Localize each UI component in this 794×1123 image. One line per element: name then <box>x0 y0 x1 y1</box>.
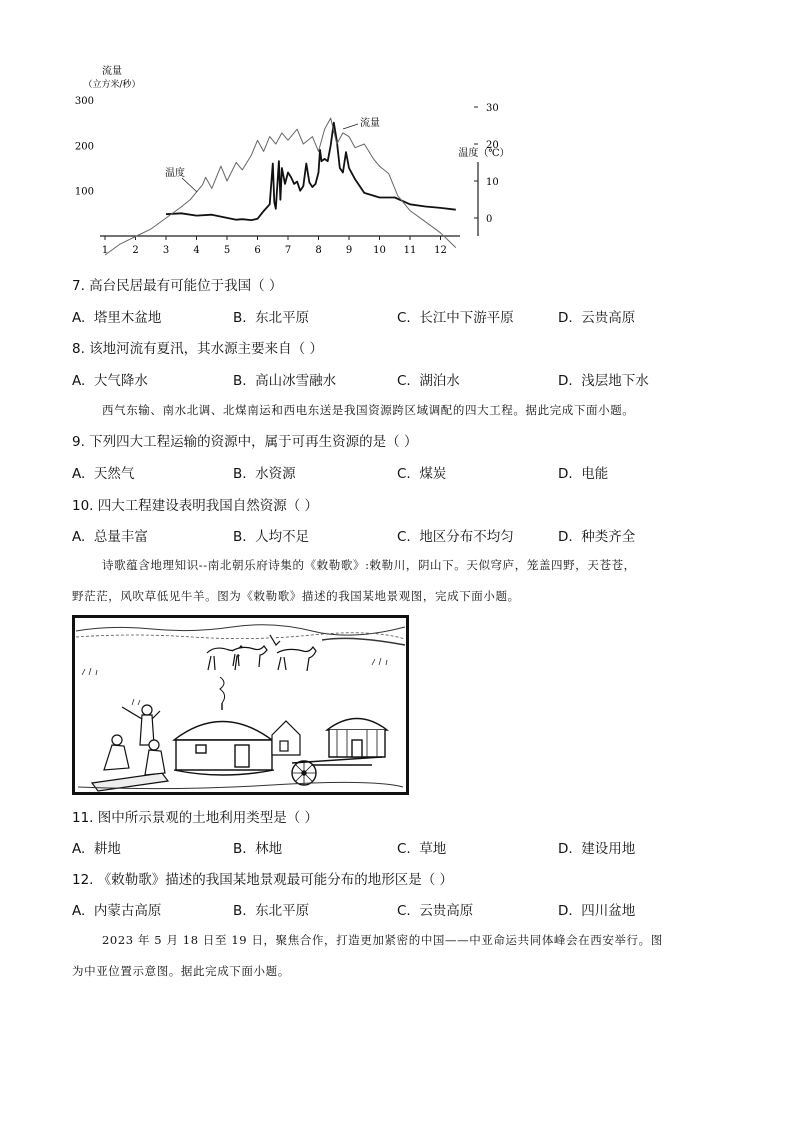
x-tick-label-10: 10 <box>373 245 386 256</box>
option-text: 电能 <box>581 466 609 482</box>
option-text: 煤炭 <box>419 466 447 482</box>
option-text: 水资源 <box>255 466 296 482</box>
flow-temperature-chart <box>70 60 520 260</box>
option-text: 东北平原 <box>255 903 310 919</box>
right-tick-label-30: 30 <box>486 103 499 114</box>
question-12-option-d[interactable] <box>558 899 635 919</box>
option-key: C. <box>397 310 411 326</box>
option-key: D. <box>558 529 573 545</box>
option-text: 天然气 <box>93 466 135 482</box>
question-8-option-d[interactable] <box>558 369 649 389</box>
question-11-option-d[interactable] <box>558 837 635 857</box>
option-text: 建设用地 <box>581 841 636 857</box>
option-key: B. <box>233 903 247 919</box>
x-tick-label-9: 9 <box>345 245 353 256</box>
right-tick-label-0: 0 <box>486 214 493 225</box>
option-key: D. <box>558 373 573 389</box>
intro-poem-line-1: 诗歌蕴含地理知识--南北朝乐府诗集的《敕勒歌》:敕勒川，阴山下。天似穹庐，笼盖四野，天苍苍， <box>102 558 636 572</box>
option-key: C. <box>397 529 411 545</box>
question-7-option-a[interactable] <box>72 306 161 326</box>
question-9-option-a[interactable] <box>72 462 134 482</box>
x-tick-label-12: 12 <box>434 245 447 256</box>
question-10-option-c[interactable] <box>397 525 514 545</box>
question-11-option-c[interactable] <box>397 837 446 857</box>
option-key: A. <box>72 310 86 326</box>
option-text: 地区分布不均匀 <box>419 529 514 545</box>
option-key: B. <box>233 841 247 857</box>
intro-poem-line-2: 野茫茫，风吹草低见牛羊。图为《敕勒歌》描述的我国某地景观图，完成下面小题。 <box>72 589 520 603</box>
x-tick-label-8: 8 <box>315 245 322 256</box>
question-7-option-c[interactable] <box>397 306 514 326</box>
question-10-option-b[interactable] <box>233 525 309 545</box>
question-9-option-b[interactable] <box>233 462 296 482</box>
option-key: D. <box>558 466 573 482</box>
right-axis-label: 温度（℃） <box>458 148 510 159</box>
option-key: B. <box>233 529 247 545</box>
question-10-option-a[interactable] <box>72 525 148 545</box>
option-key: B. <box>233 466 247 482</box>
option-text: 浅层地下水 <box>581 373 649 389</box>
question-8-option-c[interactable] <box>397 369 460 389</box>
option-key: B. <box>233 373 247 389</box>
question-11-stem: 11. 图中所示景观的土地利用类型是（ ） <box>72 810 319 826</box>
option-key: A. <box>72 841 86 857</box>
option-text: 长江中下游平原 <box>419 310 514 326</box>
question-11-option-b[interactable] <box>233 837 282 857</box>
x-tick-label-5: 5 <box>223 245 231 256</box>
option-text: 东北平原 <box>255 310 310 326</box>
question-12-option-a[interactable] <box>72 899 161 919</box>
x-tick-label-7: 7 <box>284 245 292 256</box>
x-tick-label-4: 4 <box>193 245 200 256</box>
option-text: 人均不足 <box>255 529 310 545</box>
question-12-stem: 12. 《敕勒歌》描述的我国某地景观最可能分布的地形区是（ ） <box>72 872 454 888</box>
question-11-option-a[interactable] <box>72 837 121 857</box>
option-text: 云贵高原 <box>581 310 636 326</box>
right-tick-label-20: 20 <box>486 140 499 151</box>
option-key: C. <box>397 903 411 919</box>
option-text: 耕地 <box>93 841 121 857</box>
option-key: A. <box>72 466 86 482</box>
option-key: C. <box>397 373 411 389</box>
option-key: D. <box>558 903 573 919</box>
option-text: 四川盆地 <box>581 903 636 919</box>
option-text: 内蒙古高原 <box>93 903 162 919</box>
x-tick-label-2: 2 <box>132 245 139 256</box>
option-text: 高山冰雪融水 <box>255 373 337 389</box>
option-text: 湖泊水 <box>419 373 460 389</box>
question-7-option-d[interactable] <box>558 306 635 326</box>
option-key: C. <box>397 841 411 857</box>
annotation-temperature: 温度 <box>165 168 185 179</box>
question-9-stem: 9. 下列四大工程运输的资源中，属于可再生资源的是（ ） <box>72 434 418 450</box>
intro-four-projects: 西气东输、南水北调、北煤南运和西电东送是我国资源跨区域调配的四大工程。据此完成下面小题。 <box>102 403 635 417</box>
option-text: 草地 <box>419 841 447 857</box>
question-7-option-b[interactable] <box>233 306 309 326</box>
left-axis-label-1: 流量 <box>102 66 122 77</box>
question-10-option-d[interactable] <box>558 525 635 545</box>
question-7-stem: 7. 高台民居最有可能位于我国（ ） <box>72 278 283 294</box>
question-8-stem: 8. 该地河流有夏汛，其水源主要来自（ ） <box>72 341 323 357</box>
option-text: 总量丰富 <box>93 529 148 545</box>
left-axis-label-2: （立方米/秒） <box>83 80 141 90</box>
option-key: A. <box>72 373 86 389</box>
question-9-option-d[interactable] <box>558 462 608 482</box>
annotation-temperature-leader <box>182 178 197 192</box>
option-text: 塔里木盆地 <box>93 310 162 326</box>
question-12-option-c[interactable] <box>397 899 473 919</box>
option-text: 云贵高原 <box>419 903 474 919</box>
x-tick-label-6: 6 <box>254 245 261 256</box>
left-tick-label-100: 100 <box>74 186 94 198</box>
question-12-option-b[interactable] <box>233 899 309 919</box>
question-9-option-c[interactable] <box>397 462 446 482</box>
option-key: D. <box>558 841 573 857</box>
intro-summit-line-1: 2023 年 5 月 18 日至 19 日，聚焦合作，打造更加紧密的中国——中亚命运共同体峰会在西安举行。图 <box>102 933 663 947</box>
annotation-flow-leader <box>343 124 358 129</box>
option-key: C. <box>397 466 411 482</box>
option-text: 林地 <box>255 841 283 857</box>
question-8-option-b[interactable] <box>233 369 336 389</box>
option-key: A. <box>72 529 86 545</box>
x-tick-label-3: 3 <box>162 245 170 256</box>
right-tick-label-10: 10 <box>486 177 499 188</box>
question-8-option-a[interactable] <box>72 369 148 389</box>
option-text: 种类齐全 <box>581 529 636 545</box>
x-tick-label-11: 11 <box>403 245 417 256</box>
grassland-landscape-illustration <box>72 615 409 795</box>
left-tick-label-200: 200 <box>74 141 94 153</box>
x-tick-label-1: 1 <box>101 245 109 256</box>
question-10-stem: 10. 四大工程建设表明我国自然资源（ ） <box>72 498 319 514</box>
option-key: B. <box>233 310 247 326</box>
yurt-right-icon <box>327 719 387 758</box>
left-tick-label-300: 300 <box>74 96 94 107</box>
option-text: 大气降水 <box>93 373 148 389</box>
intro-summit-line-2: 为中亚位置示意图。据此完成下面小题。 <box>72 964 290 978</box>
option-key: A. <box>72 903 86 919</box>
option-key: D. <box>558 310 573 326</box>
annotation-flow: 流量 <box>360 118 380 129</box>
